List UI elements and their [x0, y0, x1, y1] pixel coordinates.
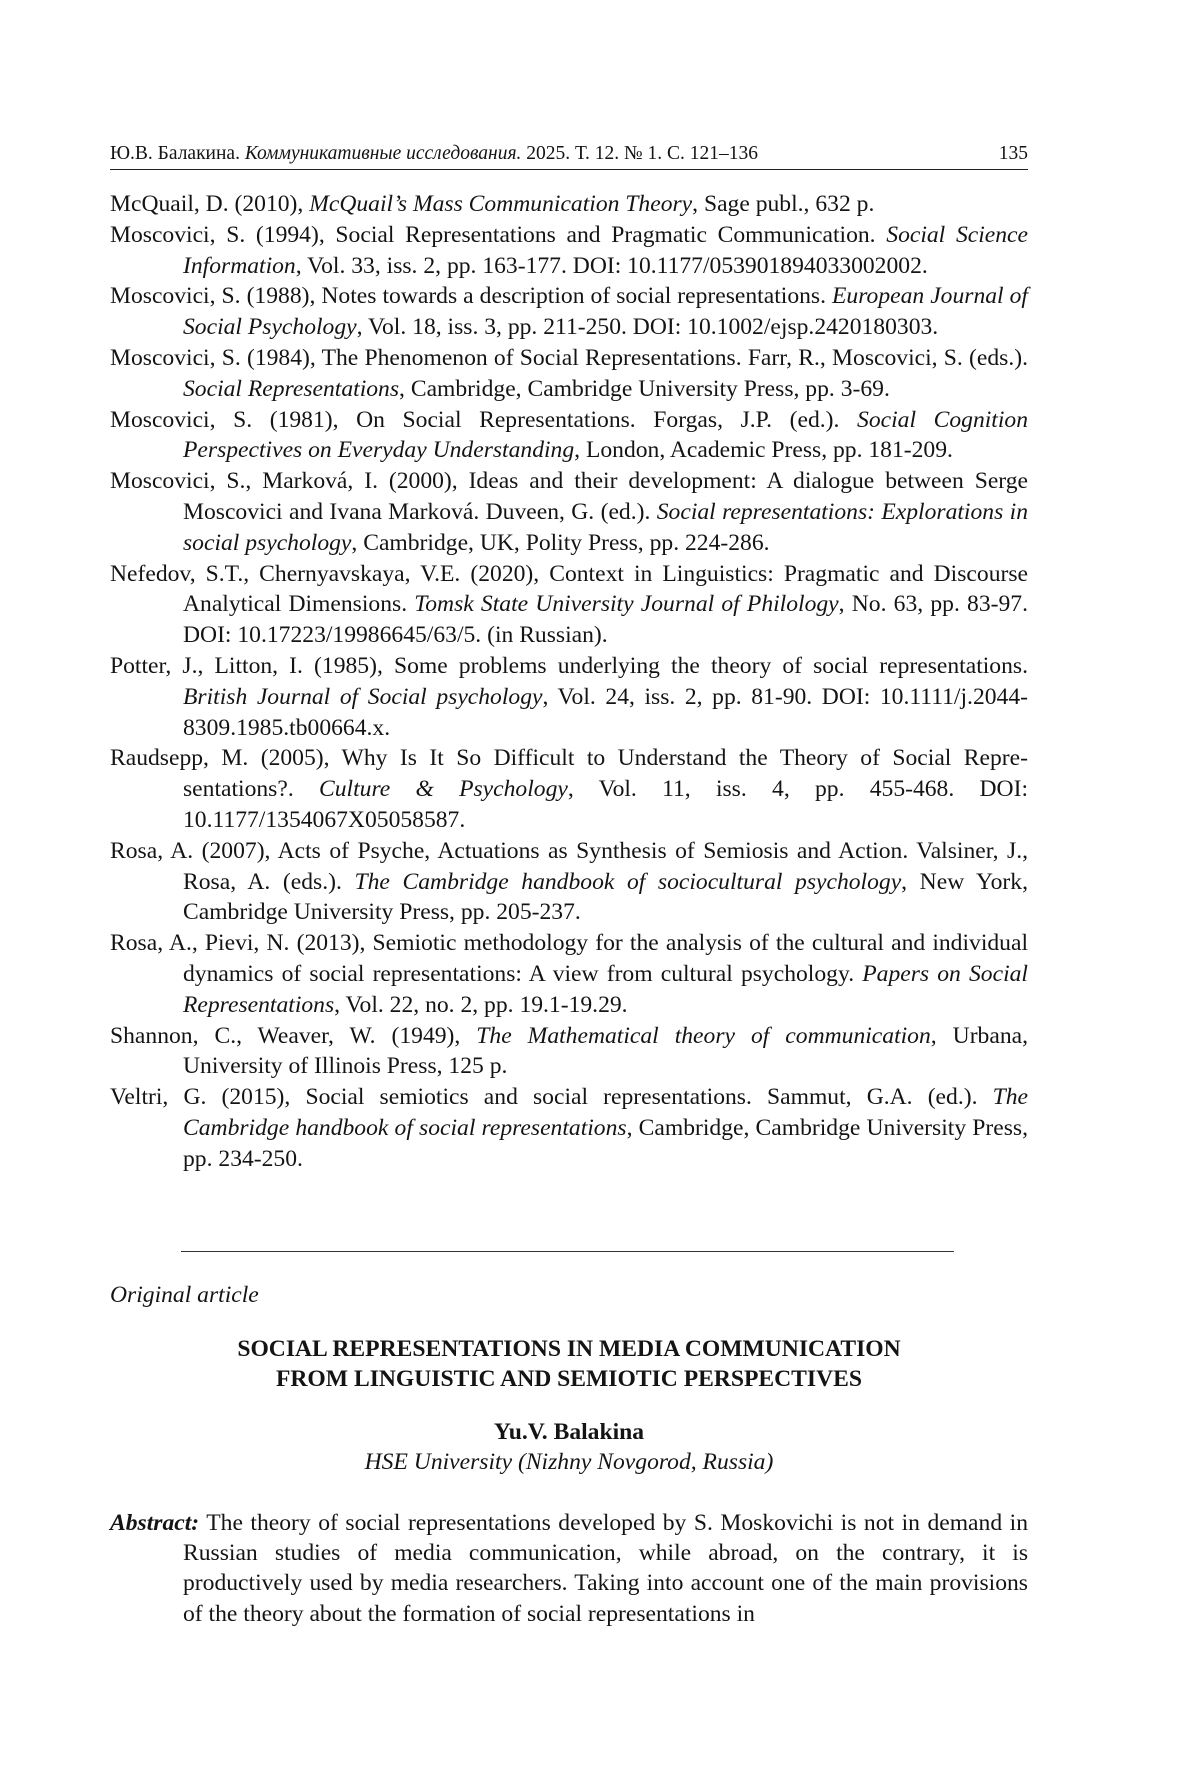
- reference-text: Potter, J., Litton, I. (1985), Some problems underlying the theory of social representations.: [110, 652, 1028, 679]
- reference-source-title: The Mathematical theory of communication: [476, 1022, 931, 1049]
- reference-item: [110, 559, 1028, 651]
- reference-details: , Cambridge, Cambridge University Press, pp. 234-250.: [183, 1114, 1028, 1172]
- reference-text: Shannon, C., Weaver, W. (1949),: [110, 1022, 477, 1049]
- author-affiliation: HSE University (Nizhny Novgorod, Russia): [364, 1449, 774, 1475]
- article-title-line-1: SOCIAL REPRESENTATIONS IN MEDIA COMMUNICATION: [237, 1336, 901, 1362]
- reference-source-title: Culture & Psychology: [319, 776, 568, 803]
- reference-details: , Vol. 11, iss. 4, pp. 455-468. DOI: 10.1177/1354067X05058587.: [183, 776, 1029, 833]
- reference-details: , Vol. 22, no. 2, pp. 19.1-19.29.: [334, 991, 628, 1018]
- reference-item: [110, 1021, 1028, 1083]
- reference-item: [110, 743, 1028, 835]
- reference-source-title: McQuail’s Mass Communication Theory: [309, 191, 693, 217]
- abstract-label: Abstract:: [110, 1510, 200, 1536]
- reference-source-title: Social Cognition Perspectives on Everyday Understanding: [183, 406, 1028, 464]
- reference-text: Moscovici, S. (1981), On Social Representations. Forgas, J.P. (ed.).: [110, 406, 858, 433]
- abstract-text: The theory of social representations developed by S. Moskovichi is not in demand in Russian studies of media communication, while abroad, on the contrary, it is productively used by media researchers. Taking into account one of the main provisions of the theory about the formation of social representations in: [183, 1510, 1028, 1627]
- running-head-citation: [110, 143, 758, 165]
- reference-text: Rosa, A. (2007), Acts of Psyche, Actuations as Synthesis of Semiosis and Action. Valsiner, J., Rosa, A. (eds.).: [110, 837, 1028, 895]
- abstract: [110, 1508, 1028, 1629]
- reference-source-title: Tomsk State University Journal of Philology: [414, 591, 839, 618]
- reference-item: [110, 220, 1028, 282]
- reference-source-title: British Journal of Social psychology: [183, 683, 543, 710]
- reference-item: [110, 928, 1028, 1020]
- reference-text: Moscovici, S. (1988), Notes towards a description of social representations.: [110, 283, 833, 310]
- reference-details: , Vol. 33, iss. 2, pp. 163-177. DOI: 10.1177/053901894033002002.: [295, 252, 928, 279]
- reference-source-title: Social representations: Explorations in social psychology: [183, 498, 1028, 556]
- reference-source-title: The Cambridge handbook of sociocultural psychology: [354, 868, 902, 895]
- reference-text: Moscovici, S., Marková, I. (2000), Ideas and their development: A dialogue between Serge Moscovici and Ivana Marková. Duveen, G. (ed.).: [110, 468, 1028, 525]
- article-title-line-2: FROM LINGUISTIC AND SEMIOTIC PERSPECTIVES: [275, 1366, 863, 1392]
- reference-details: , London, Academic Press, pp. 181-209.: [574, 437, 953, 464]
- reference-details: , Cambridge, UK, Polity Press, pp. 224-286.: [351, 529, 770, 556]
- reference-text: Moscovici, S. (1994), Social Representations and Pragmatic Communication.: [110, 221, 887, 248]
- running-head-authors: Ю.В. Балакина.: [110, 143, 240, 164]
- reference-details: , Cambridge, Cambridge University Press, pp. 3-69.: [399, 375, 890, 402]
- reference-item: [110, 466, 1028, 558]
- reference-text: Rosa, A., Pievi, N. (2013), Semiotic methodology for the analysis of the cultural and individual dynamics of social representations: A view from cultural psychology.: [110, 930, 1028, 987]
- reference-details: , New York, Cambridge University Press, pp. 205-237.: [183, 868, 1028, 926]
- article-title: [110, 1334, 1028, 1394]
- section-divider: [181, 1251, 954, 1252]
- reference-item: [110, 1082, 1028, 1174]
- reference-item: [110, 281, 1028, 343]
- reference-list: [110, 189, 1028, 1175]
- reference-source-title: Papers on Social Representations: [183, 960, 1028, 1018]
- reference-source-title: European Journal of Social Psychology: [183, 283, 1028, 341]
- reference-source-title: Social Representations: [183, 375, 400, 402]
- author-name: Yu.V. Balakina: [493, 1419, 645, 1445]
- reference-text: Veltri, G. (2015), Social semiotics and social representations. Sammut, G.A. (ed.).: [110, 1084, 993, 1111]
- reference-text: Nefedov, S.T., Chernyavskaya, V.E. (2020), Context in Linguistics: Pragmatic and Discourse Analytical Dimensions.: [110, 560, 1028, 618]
- reference-item: [110, 343, 1028, 405]
- reference-details: , No. 63, pp. 83-97. DOI: 10.17223/19986645/63/5. (in Russian).: [183, 591, 1028, 649]
- reference-text: Moscovici, S. (1984), The Phenomenon of Social Representations. Farr, R., Moscovici, S. (eds.).: [110, 344, 1028, 371]
- reference-item: [110, 189, 1028, 220]
- reference-source-title: Social Science Information: [183, 221, 1028, 279]
- running-head: [110, 143, 1028, 170]
- reference-details: , Vol. 24, iss. 2, pp. 81-90. DOI: 10.1111/j.2044-8309.1985.tb00664.x.: [183, 683, 1028, 741]
- page-number: 135: [998, 143, 1028, 164]
- reference-text: McQuail, D. (2010),: [110, 191, 310, 217]
- reference-item: [110, 405, 1028, 467]
- reference-item: [110, 651, 1028, 743]
- reference-text: Raudsepp, M. (2005), Why Is It So Difficult to Understand the Theory of Social Representations?.: [110, 745, 1028, 803]
- reference-source-title: The Cambridge handbook of social representations: [183, 1084, 1028, 1141]
- running-head-journal: Коммуникативные исследования.: [244, 143, 522, 164]
- article-type: Original article: [110, 1282, 259, 1308]
- reference-details: , Urbana, University of Illinois Press, 125 p.: [183, 1022, 1028, 1080]
- running-head-issue: 2025. Т. 12. № 1. С. 121–136: [526, 143, 758, 164]
- reference-item: [110, 836, 1028, 928]
- reference-details: , Sage publ., 632 p.: [692, 191, 875, 217]
- reference-details: , Vol. 18, iss. 3, pp. 211-250. DOI: 10.1002/ejsp.2420180303.: [356, 314, 939, 341]
